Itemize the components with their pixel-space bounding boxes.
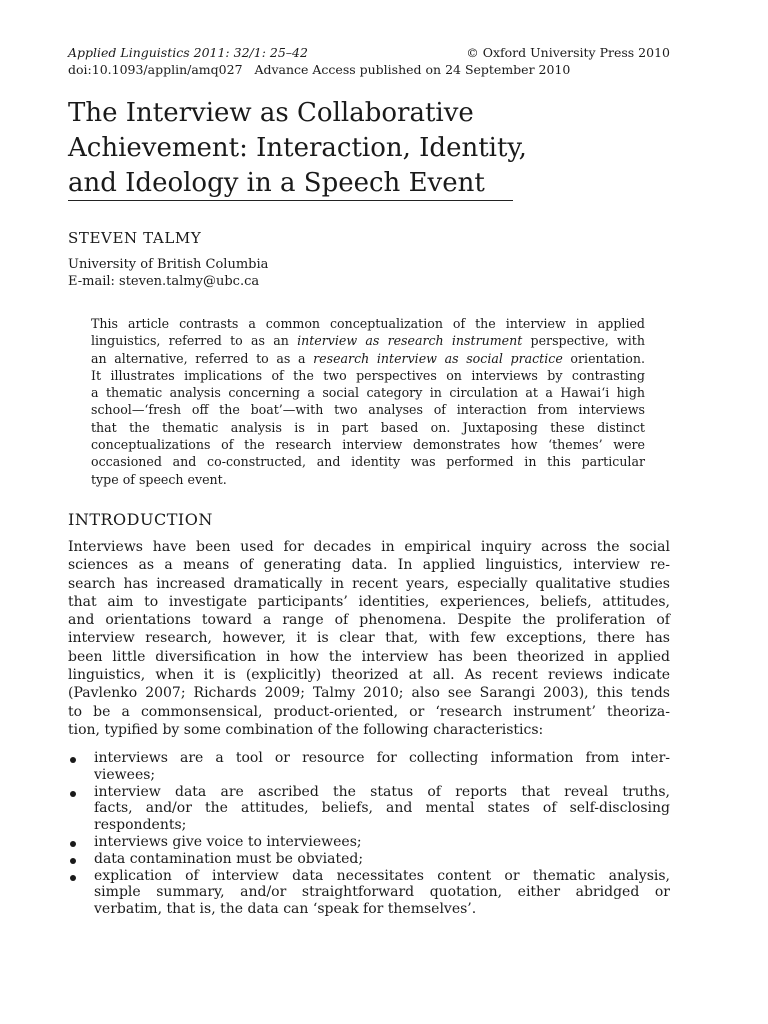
list-item [68, 834, 670, 851]
characteristics-list [68, 750, 670, 918]
abstract [91, 315, 645, 488]
bullet-icon [70, 841, 76, 847]
list-item [68, 750, 670, 784]
list-item [68, 784, 670, 834]
abstract-line: type of speech event. [91, 471, 227, 487]
paragraph-line: tion, typified by some combination of the following characteristics: [68, 721, 544, 738]
author-name: STEVEN TALMY [68, 229, 202, 247]
abstract-line: an alternative, referred to as a research interview as social practice orientation. [91, 350, 645, 366]
bullet-icon [70, 791, 76, 797]
list-item-line: facts, and/or the attitudes, beliefs, and mental states of self-disclosing [94, 800, 670, 817]
paragraph-line: Interviews have been used for decades in empirical inquiry across the social [68, 539, 670, 555]
title-line: Achievement: Interaction, Identity, [68, 133, 527, 163]
title-rule [68, 200, 513, 201]
paragraph-line: (Pavlenko 2007; Richards 2009; Talmy 2010; also see Sarangi 2003), this tends [68, 685, 670, 702]
section-body [68, 538, 670, 739]
paragraph-line: been little diversification in how the interview has been theorized in applied [68, 648, 670, 665]
bullet-icon [70, 858, 76, 864]
article-title [68, 96, 588, 201]
title-line: The Interview as Collaborative [68, 98, 474, 128]
list-item-line: simple summary, and/or straightforward quotation, either abridged or [94, 884, 670, 901]
paragraph-line: that aim to investigate participants’ identities, experiences, beliefs, attitudes, [68, 593, 670, 610]
abstract-line: school—‘fresh off the boat’—with two analyses of interaction from interviews [91, 402, 645, 418]
author-affiliation-block [68, 256, 268, 290]
list-item-line: verbatim, that is, the data can ‘speak for themselves’. [94, 901, 477, 918]
paragraph-line: and orientations toward a range of phenomena. Despite the proliferation of [68, 612, 670, 629]
list-item-line: viewees; [94, 766, 156, 783]
section-heading: INTRODUCTION [68, 510, 213, 529]
abstract-line: a thematic analysis concerning a social category in circulation at a Hawai‘i high [91, 385, 645, 401]
paragraph-line: sciences as a means of generating data. In applied linguistics, interview re- [68, 557, 670, 574]
abstract-line: It illustrates implications of the two perspectives on interviews by contrasting [91, 367, 645, 383]
doi-line: doi:10.1093/applin/amq027 Advance Access published on 24 September 2010 [68, 62, 571, 77]
abstract-line: that the thematic analysis is in part based on. Juxtaposing these distinct [91, 419, 645, 435]
paragraph-line: search has increased dramatically in recent years, especially qualitative studies [68, 575, 670, 592]
copyright-notice: © Oxford University Press 2010 [466, 45, 670, 60]
abstract-line: linguistics, referred to as an interview as research instrument perspective, with [91, 333, 645, 349]
list-item [68, 868, 670, 918]
bullet-icon [70, 875, 76, 881]
affiliation: University of British Columbia [68, 257, 269, 272]
list-item [68, 851, 670, 868]
list-item-line: interviews give voice to interviewees; [94, 833, 362, 850]
list-item-line: interviews are a tool or resource for collecting information from inter- [94, 750, 670, 766]
list-item-line: interview data are ascribed the status of reports that reveal truths, [94, 783, 670, 800]
abstract-term: interview as research instrument [297, 333, 523, 349]
list-item-line: respondents; [94, 817, 187, 834]
abstract-line: conceptualizations of the research interview demonstrates how ‘themes’ were [91, 437, 645, 453]
title-line: and Ideology in a Speech Event [68, 168, 485, 198]
bullet-icon [70, 757, 76, 763]
abstract-line: occasioned and co-constructed, and identity was performed in this particular [91, 454, 645, 470]
paragraph-line: interview research, however, it is clear that, with few exceptions, there has [68, 630, 670, 647]
journal-citation: Applied Linguistics 2011: 32/1: 25–42 [68, 45, 308, 60]
paragraph-line: to be a commonsensical, product-oriented, or ‘research instrument’ theoriza- [68, 703, 670, 720]
author-email: E-mail: steven.talmy@ubc.ca [68, 274, 260, 289]
abstract-term: research interview as social practice [313, 350, 563, 366]
list-item-line: explication of interview data necessitates content or thematic analysis, [94, 867, 670, 884]
article-header-meta [68, 44, 670, 78]
list-item-line: data contamination must be obviated; [94, 850, 364, 867]
paragraph-line: linguistics, when it is (explicitly) theorized at all. As recent reviews indicate [68, 667, 670, 684]
abstract-line: This article contrasts a common conceptualization of the interview in applied [91, 316, 645, 331]
